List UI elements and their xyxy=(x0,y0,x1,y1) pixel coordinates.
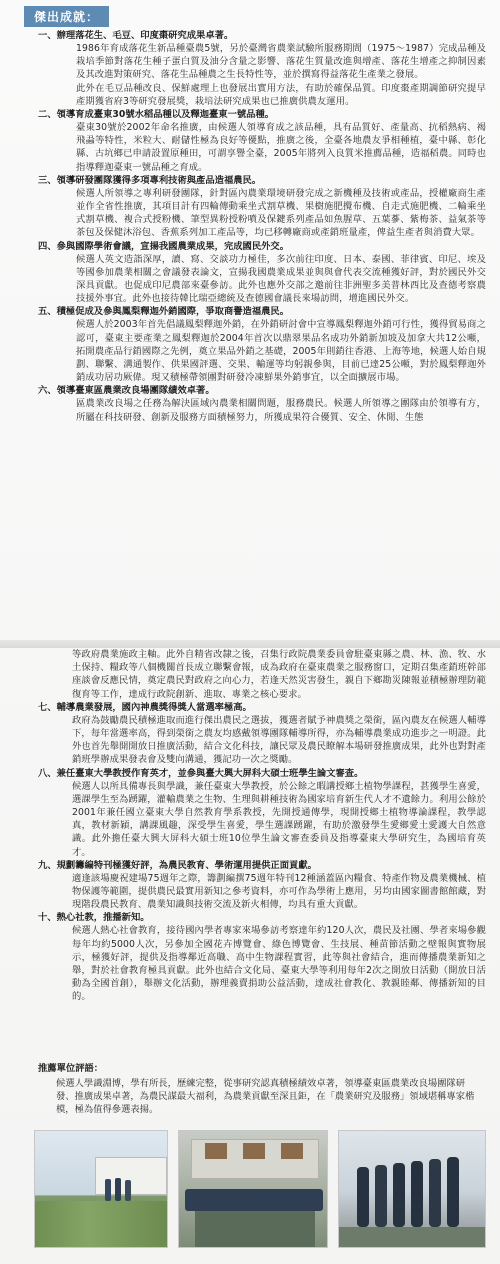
item-5-para-1: 候選人於2003年首先倡議鳳梨釋迦外銷，在外銷研討會中宣導鳳梨釋迦外銷可行性，獲得貿易商之認可，臺東主要產業之鳳梨釋迦於2004年首次以鼎翠果品名成功外銷新加坡及加拿大共12公噸，拓開農產品行銷國際之先例，奠立果品外銷之基礎，2005年則銷往香港、上海等地，候選人始自規劃、聯繫、溝通製作、供果國評選、交果、輸運等均躬親參與，目前已達25公噸，對於鳳梨釋迦外銷成功居功厥偉。現又積極帶領團對研發冷凍鮮果外銷事宜，以全面擴展市場。 xyxy=(76,319,486,384)
item-8-title: 八、兼任臺東大學教授作育英才，並參與臺大興大屏科大碩士班學生論文審查。 xyxy=(38,767,364,779)
frame-shape-3 xyxy=(281,1143,303,1159)
item-4-title: 四、參與國際學術會議，宣揚我國農業成果，完成國民外交。 xyxy=(38,240,290,252)
person-shape-5 xyxy=(375,1165,387,1227)
achievements-section-bottom xyxy=(0,648,500,1048)
page-fold-divider xyxy=(0,640,500,648)
item-10-para-1: 候選人熱心社會教育，接待國內學者專家來場參訪考察達年約120人次，農民及社團、學者來場參觀每年均約5000人次，另參加全國花卉博覽會、綠色博覽會、生技展、種苗節活動之壁報與實物展示，極獲好評，提供及指導鄰近高職、高中生物課程實習，此等與社會結合，進而傳播農業新知之舉，對於社會教育極具貢獻。此外也結合文化局、臺東大學等利用每年2次之開放日活動（開放日活動為全國首創），舉辦文化活動，辦理義賣捐助公益活動，達成社會教化、教親睦鄰、傳播新知的目的。 xyxy=(72,925,486,1003)
section-header-tag: 傑出成就： xyxy=(24,6,109,27)
item-9-title: 九、規劃籌編特刊極獲好評，為農民教育、學術運用提供正面貢獻。 xyxy=(38,859,317,871)
item-3-title: 三、領導研發團隊獲得多項專利技術與產品造福農民。 xyxy=(38,174,262,186)
item-6-para-1: 區農業改良場之任務為解決區域內農業相關問題，服務農民。候選人所領導之團隊由於領導有方，所屬在科技研發、創新及服務方面積極努力，所獲成果符合優質、安全、休閒、生態 xyxy=(76,398,486,423)
item-1-title: 一、辦理落花生、毛豆、印度棗研究成果卓著。 xyxy=(38,30,234,41)
item-2-title: 二、領導育成臺東30號水稻品種以及釋迦臺東一號品種。 xyxy=(38,109,275,121)
person-shape-3 xyxy=(125,1180,131,1201)
ground-shape xyxy=(339,1227,486,1248)
person-shape-9 xyxy=(447,1157,459,1227)
item-8-para-1: 候選人以所具備專長與學識，兼任臺東大學教授，於公餘之暇講授鄉土植物學課程，甚獲學生喜愛，選課學生至為踴躍，灌輸農業之生物、生理與耕種技術為國家培育新生代人才不遺餘力。利用公餘於2001年兼任國立臺東大學自然教育學系教授，先開授通傳學，現開授鄉土植物導論課程，教學認真，教材新穎，講課風趣，深受學生喜愛，學生選課踴躍，有助於激發學生愛鄉愛土愛護大自然意識。此外擔任臺大興大屏科大碩士班10位學生論文審查委員及指導臺東大學研究生，為國培育英才。 xyxy=(72,780,486,858)
recommendation-text: 候選人學識淵博，學有所長，歷練完整，從事研究認真積極績效卓著，領導臺東區農業改良場團隊研發、推廣成果卓著，為農民謀最大福利，為農業貢獻至深且鉅，在「農業研究及服務」領域堪稱專家楷模，極為值得參選表揚。 xyxy=(56,1078,475,1116)
person-shape-4 xyxy=(357,1167,369,1227)
recommendation-block xyxy=(38,1062,478,1117)
person-shape-1 xyxy=(105,1179,111,1201)
photo-strip xyxy=(34,1130,486,1248)
photo-group xyxy=(338,1130,486,1248)
item-5-title: 五、積極促成及參與鳳梨釋迦外銷國際，爭取商譽造福農民。 xyxy=(38,306,290,318)
table-shape xyxy=(185,1189,323,1211)
person-shape-6 xyxy=(393,1163,405,1227)
photo-field-visit xyxy=(34,1130,168,1248)
item-2-para-1: 臺東30號於2002年命名推廣，由候選人領導育成之該品種，具有品質好、產量高、抗稻熱病、褐飛蝨等特性，米粒大、耐儲性極為良好等優點，推廣之後，全臺各地農友爭相種植，臺中縣、彰化縣、古坑鄉已申請設置原種田，可謂享譽全臺，2005年將列入良質米推薦品種，造福稻農。同時也指導釋迦臺東一號品種之育成。 xyxy=(76,122,486,173)
field-shape xyxy=(35,1201,168,1248)
item-7-title: 七、輔導農業發展，國內神農獎得獎人當選率極高。 xyxy=(38,701,252,713)
item-6-para-2: 等政府農業施政主軸。此外自精省改隸之後，召集行政院農業委員會駐臺東縣之農、林、漁、牧、水土保持、糧政等八個機關首長成立聯繫會報，成為政府在臺東農業之服務窗口，定期召集產銷班幹部座談會反應民情，奠定農民對政府之向心力，若逢天然災害發生，親自下鄉勘災陳報並積極辦理防範復育等工作，達成行政院創新、進取、專業之核心要求。 xyxy=(72,649,486,700)
person-shape-2 xyxy=(115,1178,121,1201)
item-4-para-1: 候選人英文造詣深厚，讀、寫、交談功力極佳，多次前往印度、日本、泰國、菲律賓、印尼、埃及等國參加農業相關之會議發表論文，宣揚我國農業成果並與與會代表交流種獲好評，對於國民外交深具貢獻。也促成印尼農部來臺參訪。此外也應外交部之邀前往非洲聖多美普林西比及查德考察農技援外事宜。此外也接待韓比瑞亞總統及查德國會議長來場訪問，增進國民外交。 xyxy=(76,253,486,305)
frame-shape-2 xyxy=(243,1143,265,1159)
recommendation-title: 推薦單位評語： xyxy=(38,1063,104,1074)
item-1-para-2: 此外在毛豆品種改良、保鮮處理上也發展出實用方法，有助於確保品質。印度棗產期調節研究提早產期獲省府3等研究發展獎，栽培法研究成果也已推廣供農友運用。 xyxy=(76,82,486,107)
item-1-para-1: 1986年育成落花生新品種臺農5號，另於臺灣省農業試驗所服務期間（1975～1987）完成品種及栽培季節對落花生種子蛋白質及油分含量之影響、落花生質量改進與增產、落花生增產之抑制因素及其改進對策研究、落花生品種農之生長特性等，並於撰寫得益落花生產業之發展。 xyxy=(76,43,486,81)
person-shape-8 xyxy=(429,1159,441,1227)
person-shape-7 xyxy=(411,1161,423,1227)
photo-meeting xyxy=(178,1130,328,1248)
item-10-title: 十、熱心社教，推播新知。 xyxy=(38,912,150,924)
item-7-para-1: 政府為鼓勵農民積極進取而進行傑出農民之選拔，獲選者賦予神農獎之榮銜，區內農友在候選人輔導下，每年當選率高，得到榮銜之農友均感戴領導團隊輔導所得，亦為輔導農業成功進步之一明證。此外也首先舉開開放日推廣活動，結合文化科技，讓民眾及農民瞭解本場研發推廣成果，此外也對對產銷班學辦成果發表會及雙向溝通，獲記功一次之獎勵。 xyxy=(72,714,486,766)
item-6-title: 六、領導臺東區農業改良場團隊績效卓著。 xyxy=(38,385,215,397)
item-9-para-1: 適逢該場慶祝建場75週年之際，籌劃編撰75週年特刊12種涵蓋區內糧食、特產作物及農業機械、植物保護等範圍，提供農民最實用新知之參考資料，亦可作為學術上應用，另均由國家圖書館館藏，對現階段農民教育、農業知識與技術交流及新火相傳，均具有重大貢獻。 xyxy=(72,872,486,911)
item-3-para-1: 候選人所領導之專利研發團隊，針對區內農業環境研發完成之新機種及技術或產品，授權廠商生產並作全省性推廣，其項目計有四輪傳動乘坐式割草機、果樹施肥攪布機、自走式施肥機、二輪乘坐式割草機、複合式授粉機、筆型異粉授粉噴及保鍵系列產品如魚腥草、五葉蔘、紫梅茶、益氣茶等茶包及保健沐浴包、香蕉系列加工產品等，均已移轉廠商或產銷班量產，俾益生產者與消費大眾。 xyxy=(76,187,486,239)
tablecloth-shape xyxy=(195,1211,315,1247)
frame-shape-1 xyxy=(205,1143,227,1159)
